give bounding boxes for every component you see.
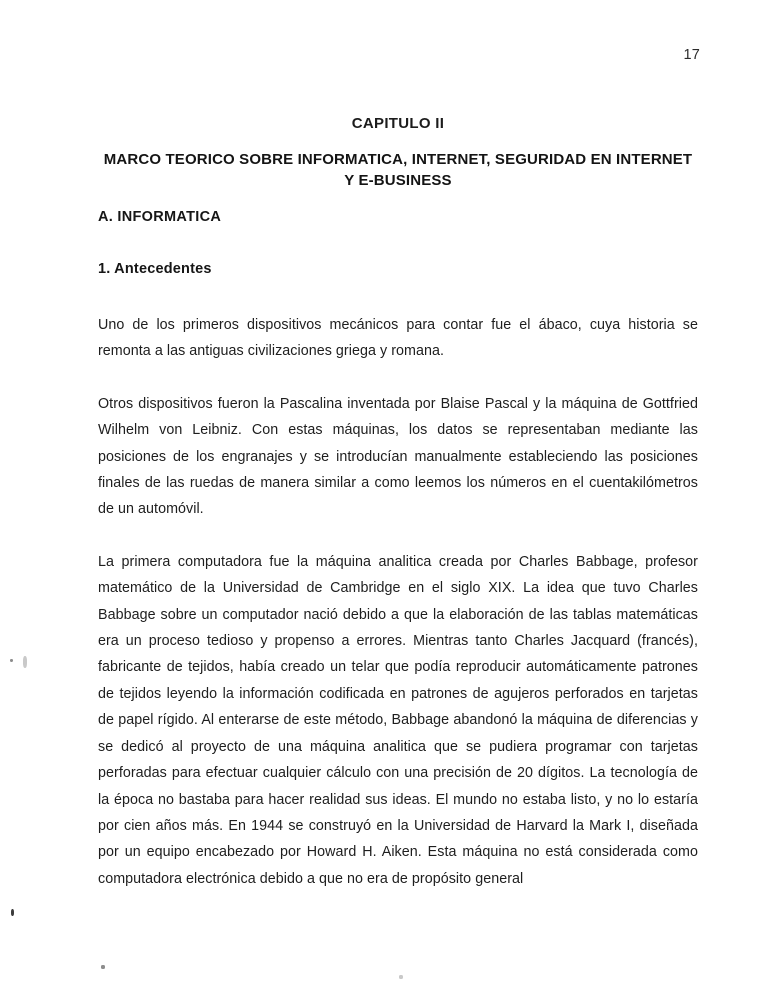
scan-speckle [101,965,105,969]
document-heading-block [98,115,698,192]
body-paragraph: Otros dispositivos fueron la Pascalina inventada por Blaise Pascal y la máquina de Gottfried Wilhelm von Leibniz. Con estas máquinas, los datos se representaban mediante las posiciones de los engranajes y se introducían manualmente estableciendo las posiciones finales de las ruedas de manera similar a como leemos los números en el cuentakilómetros de un automóvil. [98,395,698,518]
scan-speckle [10,659,13,662]
page-number: 17 [683,47,700,63]
body-paragraph: La primera computadora fue la máquina analitica creada por Charles Babbage, profesor matemático de la Universidad de Cambridge en el siglo XIX. La idea que tuvo Charles Babbage sobre un computador nació debido a que la elaboración de las tablas matemáticas era un proceso tedioso y propenso a errores. Mientras tanto Charles Jacquard (francés), fabricante de tejidos, había creado un telar que podía reproducir automáticamente patrones de tejidos leyendo la información codificada en patrones de agujeros perforados en tarjetas de papel rígido. Al enterarse de este método, Babbage abandonó la máquina de diferencias y se dedicó al proyecto de una máquina analitica que se pudiera programar con tarjetas perforadas para efectuar cualquier cálculo con una precisión de 20 dígitos. La tecnología de la época no bastaba para hacer realidad sus ideas. El mundo no estaba listo, y no lo estaría por cien años más. En 1944 se construyó en la Universidad de Harvard la Mark I, diseñada por un equipo encabezado por Howard H. Aiken. Esta máquina no está considerada como computadora electrónica debido a que no era de propósito general [98,553,698,887]
scan-speckle [23,656,27,668]
scan-speckle [399,975,403,979]
section-heading-a-informatica: A. INFORMATICA [98,209,222,225]
body-paragraph: Uno de los primeros dispositivos mecánicos para contar fue el ábaco, cuya historia se remonta a las antiguas civilizaciones griega y romana. [98,317,698,360]
body-text-column [98,312,698,892]
chapter-subtitle: MARCO TEORICO SOBRE INFORMATICA, INTERNET, SEGURIDAD EN INTERNET Y E-BUSINESS [103,151,693,190]
scan-speckle [11,909,14,916]
section-heading-1-antecedentes: 1. Antecedentes [98,261,212,277]
chapter-title: CAPITULO II [351,115,445,132]
